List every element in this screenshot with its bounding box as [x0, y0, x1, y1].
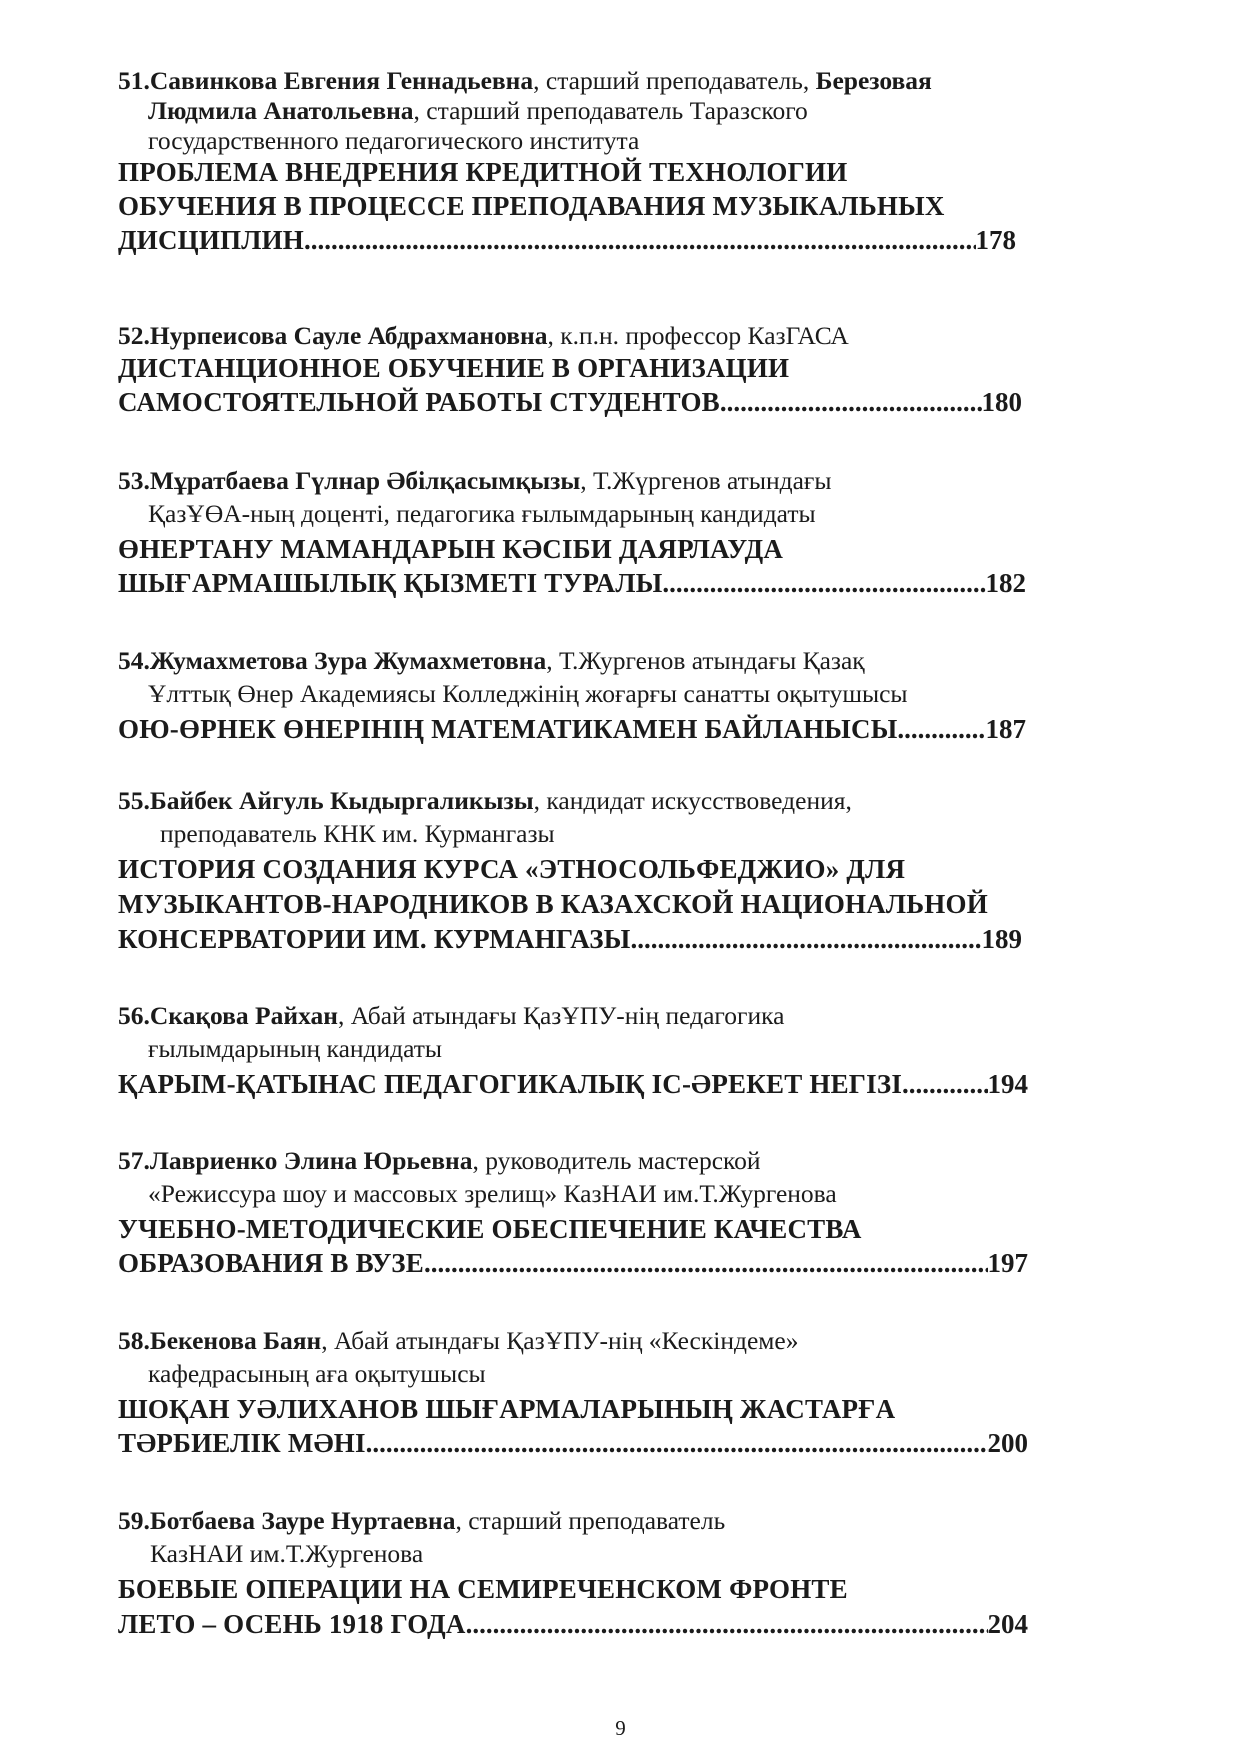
entry-number: 52. — [118, 321, 150, 350]
author-affiliation: , Т.Жүргенов атындағы — [580, 466, 832, 495]
author-name: Нурпеисова Сауле Абдрахмановна — [149, 321, 548, 350]
author-affiliation: государственного педагогического института — [148, 126, 640, 155]
author-affiliation: , к.п.н. профессор КазГАСА — [547, 321, 849, 350]
page-ref: 187 — [985, 714, 1026, 744]
dot-leader — [630, 926, 981, 953]
author-name: Жумахметова Зура Жумахметовна — [149, 646, 547, 675]
page-number: 9 — [615, 1716, 626, 1740]
author-affiliation: , Абай атындағы ҚазҰПУ-нің «Кескіндеме» — [321, 1326, 799, 1355]
article-title: ИСТОРИЯ СОЗДАНИЯ КУРСА «ЭТНОСОЛЬФЕДЖИО» ДЛЯ — [118, 854, 906, 884]
dot-leader — [662, 570, 985, 597]
entry-number: 57. — [118, 1146, 150, 1175]
entry-number: 53. — [118, 466, 150, 495]
article-title: САМОСТОЯТЕЛЬНОЙ РАБОТЫ СТУДЕНТОВ — [118, 387, 720, 417]
author-affiliation: преподаватель КНК им. Курмангазы — [160, 819, 555, 848]
author-affiliation: КазНАИ им.Т.Жургенова — [150, 1539, 424, 1568]
author-affiliation: ҚазҰӨА-ның доценті, педагогика ғылымдарының кандидаты — [148, 499, 816, 528]
article-title: ҚАРЫМ-ҚАТЫНАС ПЕДАГОГИКАЛЫҚ ІС-ӘРЕКЕТ НЕГІЗІ — [118, 1069, 903, 1099]
author-name: Ботбаева Зауре Нуртаевна — [149, 1506, 456, 1535]
title-line-with-page — [118, 570, 1026, 597]
author-affiliation: , старший преподаватель — [455, 1506, 726, 1535]
page-ref: 180 — [981, 387, 1022, 417]
dot-leader — [897, 716, 985, 743]
title-line-with-page — [118, 1250, 1028, 1277]
author-line — [118, 1003, 784, 1029]
author-line — [118, 323, 849, 349]
author-affiliation: , кандидат искусствоведения, — [533, 786, 852, 815]
coauthor-name: Людмила Анатольевна — [148, 96, 414, 125]
author-affiliation: , старший преподаватель, — [533, 66, 816, 95]
page-ref: 182 — [985, 568, 1026, 598]
article-title: УЧЕБНО-МЕТОДИЧЕСКИЕ ОБЕСПЕЧЕНИЕ КАЧЕСТВА — [118, 1214, 862, 1244]
author-line — [118, 468, 831, 494]
author-affiliation: , руководитель мастерской — [472, 1146, 761, 1175]
entry-number: 56. — [118, 1001, 150, 1030]
author-affiliation: кафедрасының аға оқытушысы — [148, 1359, 486, 1388]
article-title: ШЫҒАРМАШЫЛЫҚ ҚЫЗМЕТІ ТУРАЛЫ — [118, 568, 663, 598]
article-title: ДИСЦИПЛИН — [118, 225, 305, 255]
article-title: ТӘРБИЕЛІК МӘНІ — [118, 1428, 366, 1458]
coauthor-name: Березовая — [815, 66, 932, 95]
author-line — [148, 98, 808, 124]
author-affiliation: Ұлттық Өнер Академиясы Колледжінің жоғарғы санатты оқытушысы — [148, 679, 908, 708]
author-affiliation: , старший преподаватель Таразского — [413, 96, 808, 125]
article-title: ДИСТАНЦИОННОЕ ОБУЧЕНИЕ В ОРГАНИЗАЦИИ — [118, 353, 790, 383]
article-title: ӨНЕРТАНУ МАМАНДАРЫН КӘСІБИ ДАЯРЛАУДА — [118, 534, 784, 564]
author-line — [118, 68, 932, 94]
article-title: ОБУЧЕНИЯ В ПРОЦЕССЕ ПРЕПОДАВАНИЯ МУЗЫКАЛЬНЫХ — [118, 191, 945, 221]
entry-number: 51. — [118, 66, 150, 95]
author-name: Лавриенко Элина Юрьевна — [149, 1146, 473, 1175]
article-title: ОЮ-ӨРНЕК ӨНЕРІНІҢ МАТЕМАТИКАМЕН БАЙЛАНЫСЫ — [118, 714, 898, 744]
article-title: ПРОБЛЕМА ВНЕДРЕНИЯ КРЕДИТНОЙ ТЕХНОЛОГИИ — [118, 157, 848, 187]
title-line-with-page — [118, 389, 1022, 416]
title-line-with-page — [118, 1430, 1028, 1457]
page-ref: 197 — [987, 1248, 1028, 1278]
title-line-with-page — [118, 1071, 1028, 1098]
article-title: ЛЕТО – ОСЕНЬ 1918 ГОДА — [118, 1609, 466, 1639]
page-ref: 178 — [975, 225, 1016, 255]
author-affiliation: , Т.Жургенов атындағы Қазақ — [546, 646, 865, 675]
dot-leader — [304, 227, 975, 254]
dot-leader — [466, 1611, 988, 1638]
dot-leader — [720, 389, 982, 416]
page-ref: 204 — [987, 1609, 1028, 1639]
article-title: МУЗЫКАНТОВ-НАРОДНИКОВ В КАЗАХСКОЙ НАЦИОНАЛЬНОЙ — [118, 889, 988, 919]
author-line — [118, 1328, 798, 1354]
dot-leader — [424, 1250, 988, 1277]
page-ref: 200 — [987, 1428, 1028, 1458]
author-name: Байбек Айгуль Кыдыргаликызы — [149, 786, 534, 815]
article-title: КОНСЕРВАТОРИИ ИМ. КУРМАНГАЗЫ — [118, 924, 631, 954]
dot-leader — [902, 1071, 987, 1098]
article-title: ШОҚАН УӘЛИХАНОВ ШЫҒАРМАЛАРЫНЫҢ ЖАСТАРҒА — [118, 1394, 896, 1424]
author-name: Бекенова Баян — [149, 1326, 322, 1355]
page-ref: 189 — [981, 924, 1022, 954]
author-affiliation: , Абай атындағы ҚазҰПУ-нің педагогика — [337, 1001, 785, 1030]
entry-number: 58. — [118, 1326, 150, 1355]
title-line-with-page — [118, 1611, 1028, 1638]
article-title: ОБРАЗОВАНИЯ В ВУЗЕ — [118, 1248, 424, 1278]
author-affiliation: «Режиссура шоу и массовых зрелищ» КазНАИ им.Т.Жургенова — [148, 1179, 837, 1208]
article-title: БОЕВЫЕ ОПЕРАЦИИ НА СЕМИРЕЧЕНСКОМ ФРОНТЕ — [118, 1574, 848, 1604]
dot-leader — [366, 1430, 988, 1457]
author-line — [118, 648, 865, 674]
author-line — [118, 1148, 761, 1174]
entry-number: 55. — [118, 786, 150, 815]
author-name: Савинкова Евгения Геннадьевна — [149, 66, 534, 95]
author-line — [118, 788, 852, 814]
entry-number: 59. — [118, 1506, 150, 1535]
author-name: Мұратбаева Гүлнар Әбілқасымқызы — [149, 466, 581, 495]
author-name: Скақова Райхан — [149, 1001, 338, 1030]
title-line-with-page — [118, 716, 1026, 743]
entry-number: 54. — [118, 646, 150, 675]
author-line — [118, 1508, 725, 1534]
title-line-with-page — [118, 926, 1022, 953]
author-affiliation: ғылымдарының кандидаты — [148, 1034, 443, 1063]
title-line-with-page — [118, 227, 1016, 254]
page-ref: 194 — [987, 1069, 1028, 1099]
